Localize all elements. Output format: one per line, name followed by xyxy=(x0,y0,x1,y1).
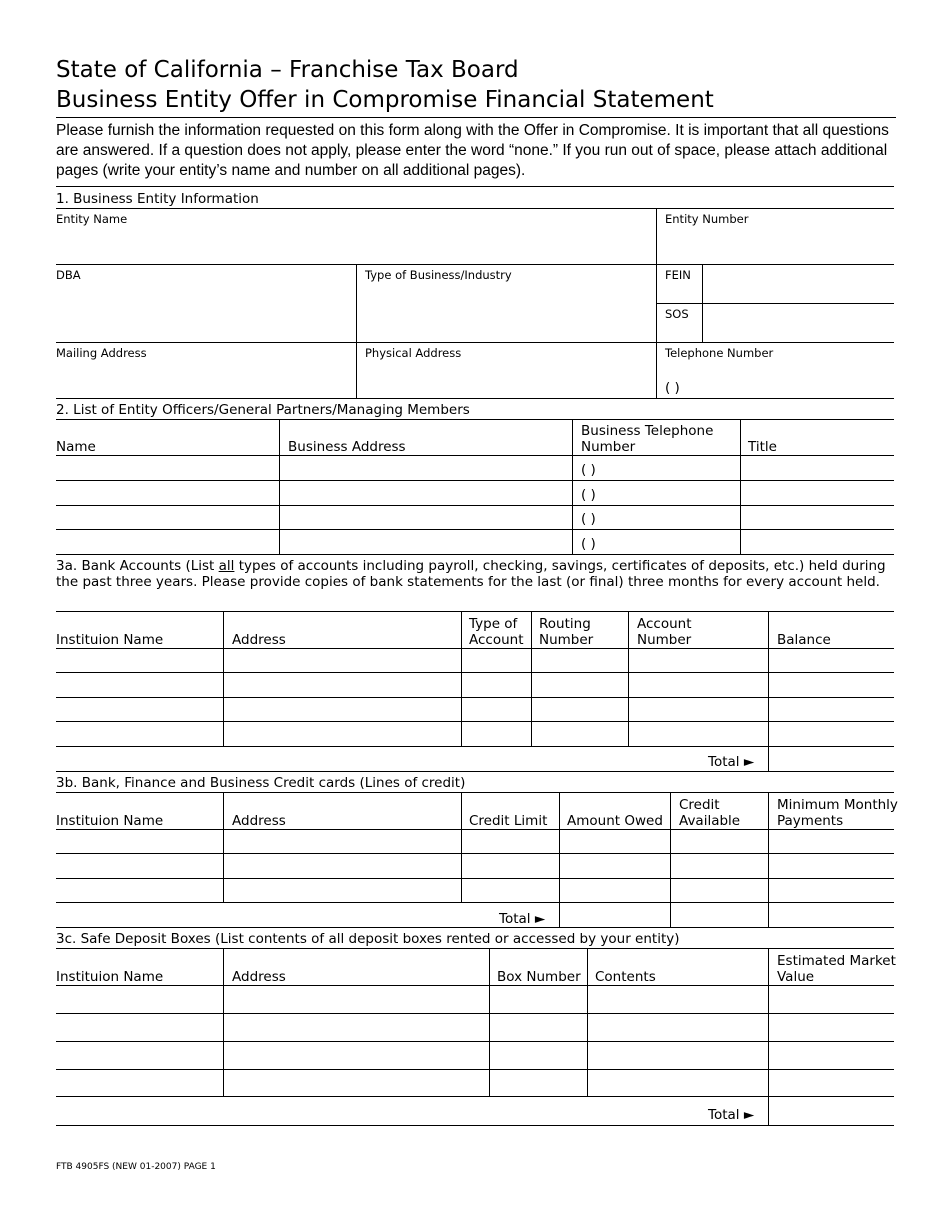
section2-heading: 2. List of Entity Officers/General Partners/Managing Members xyxy=(56,402,470,418)
fein-field[interactable] xyxy=(703,264,894,303)
bank-total-label: Total ► xyxy=(708,754,755,770)
physical-address-field[interactable] xyxy=(357,342,656,398)
section3a-heading-prefix: 3a. Bank Accounts (List xyxy=(56,558,219,574)
officers-col-name: Name xyxy=(56,439,96,455)
sos-label: SOS xyxy=(665,307,689,321)
fein-label: FEIN xyxy=(665,268,691,282)
mailing-address-label: Mailing Address xyxy=(56,346,147,360)
telephone-area-code-parens: ( ) xyxy=(665,380,680,396)
bank-account-row-2[interactable] xyxy=(56,673,894,697)
credit-total-fields[interactable] xyxy=(560,903,894,927)
entity-number-field[interactable] xyxy=(657,208,894,264)
section3a-heading-rest: types of accounts including payroll, checking, savings, certificates of deposits, etc.) held during the past three years. Please provide copies of bank statements for the last (or final) three months for every account held. xyxy=(56,558,886,590)
section1-top-rule xyxy=(56,186,894,187)
bank-col-address: Address xyxy=(232,632,286,648)
section3a-heading xyxy=(56,558,896,590)
officer-phone-parens: ( ) xyxy=(581,536,596,552)
bank-col-balance: Balance xyxy=(777,632,831,648)
officers-col-address: Business Address xyxy=(288,439,406,455)
deposit-col-box: Box Number xyxy=(497,969,581,985)
bank-col-account-line2: Number xyxy=(637,632,692,648)
dba-field[interactable] xyxy=(56,264,356,342)
deposit-col-institution: Instituion Name xyxy=(56,969,164,985)
officer-phone-parens: ( ) xyxy=(581,511,596,527)
bank-col-type-line1: Type of xyxy=(469,616,518,632)
physical-address-label: Physical Address xyxy=(365,346,462,360)
form-footer-id: FTB 4905FS (NEW 01-2007) PAGE 1 xyxy=(56,1162,216,1172)
officer-row-2[interactable] xyxy=(56,481,894,505)
type-of-business-label: Type of Business/Industry xyxy=(365,268,512,282)
credit-col-address: Address xyxy=(232,813,286,829)
deposit-col-value-line2: Value xyxy=(777,969,815,985)
section1-heading: 1. Business Entity Information xyxy=(56,191,259,207)
credit-col-institution: Instituion Name xyxy=(56,813,164,829)
section3b-top-rule xyxy=(56,771,894,772)
officer-row-4[interactable] xyxy=(56,530,894,554)
section2-header-rule xyxy=(56,419,894,420)
officer-phone-parens: ( ) xyxy=(581,462,596,478)
officers-col-title: Title xyxy=(748,439,777,455)
form-agency-title: State of California – Franchise Tax Board xyxy=(56,57,519,83)
entity-name-label: Entity Name xyxy=(56,212,128,226)
bank-col-account-line1: Account xyxy=(637,616,692,632)
bank-account-row-3[interactable] xyxy=(56,698,894,721)
credit-total-label: Total ► xyxy=(499,911,546,927)
dba-label: DBA xyxy=(56,268,81,282)
credit-card-row-1[interactable] xyxy=(56,830,894,853)
sos-field[interactable] xyxy=(703,303,894,342)
type-of-business-field[interactable] xyxy=(357,264,656,342)
officer-row-3[interactable] xyxy=(56,506,894,529)
bank-col-routing-line1: Routing xyxy=(539,616,591,632)
deposit-col-value-line1: Estimated Market xyxy=(777,953,896,969)
deposit-col-address: Address xyxy=(232,969,286,985)
deposit-col-contents: Contents xyxy=(595,969,656,985)
section3b-heading: 3b. Bank, Finance and Business Credit cards (Lines of credit) xyxy=(56,775,466,791)
credit-col-available-line1: Credit xyxy=(679,797,720,813)
section3c-bottom-rule xyxy=(56,1125,894,1126)
deposit-box-row-3[interactable] xyxy=(56,1042,894,1069)
deposit-total-label: Total ► xyxy=(708,1107,755,1123)
section3a-top-rule xyxy=(56,554,894,555)
deposit-box-row-2[interactable] xyxy=(56,1014,894,1041)
mailing-address-field[interactable] xyxy=(56,342,356,398)
officers-col-phone-line2: Number xyxy=(581,439,636,455)
title-rule xyxy=(56,117,896,118)
form-title: Business Entity Offer in Compromise Financial Statement xyxy=(56,87,714,113)
section3c-top-rule xyxy=(56,927,894,928)
deposit-box-row-1[interactable] xyxy=(56,986,894,1013)
credit-col-available-line2: Available xyxy=(679,813,741,829)
bank-total-field[interactable] xyxy=(769,747,894,771)
bank-col-institution: Instituion Name xyxy=(56,632,164,648)
credit-col-limit: Credit Limit xyxy=(469,813,548,829)
deposit-total-field[interactable] xyxy=(769,1097,894,1125)
instructions-text: Please furnish the information requested on this form along with the Offer in Compromise. It is important that all questions are answered. If a question does not apply, please enter the word “none.” If you run out of space, please attach additional pages (write your entity’s name and number on all additional pages). xyxy=(56,122,889,179)
officer-phone-parens: ( ) xyxy=(581,487,596,503)
credit-col-owed: Amount Owed xyxy=(567,813,663,829)
credit-col-min-line1: Minimum Monthly xyxy=(777,797,898,813)
section2-top-rule xyxy=(56,398,894,399)
telephone-number-label: Telephone Number xyxy=(665,346,774,360)
deposit-box-row-4[interactable] xyxy=(56,1070,894,1096)
section3a-heading-all: all xyxy=(218,558,235,574)
officer-row-1[interactable] xyxy=(56,456,894,480)
telephone-number-field[interactable] xyxy=(657,362,894,398)
bank-account-row-4[interactable] xyxy=(56,722,894,746)
bank-account-row-1[interactable] xyxy=(56,649,894,672)
section3c-heading: 3c. Safe Deposit Boxes (List contents of all deposit boxes rented or accessed by your entity) xyxy=(56,931,680,947)
bank-col-routing-line2: Number xyxy=(539,632,594,648)
entity-number-label: Entity Number xyxy=(665,212,749,226)
entity-name-field[interactable] xyxy=(56,208,656,264)
credit-col-min-line2: Payments xyxy=(777,813,844,829)
credit-card-row-3[interactable] xyxy=(56,879,894,902)
bank-col-type-line2: Account xyxy=(469,632,524,648)
officers-col-phone-line1: Business Telephone xyxy=(581,423,714,439)
credit-card-row-2[interactable] xyxy=(56,854,894,878)
